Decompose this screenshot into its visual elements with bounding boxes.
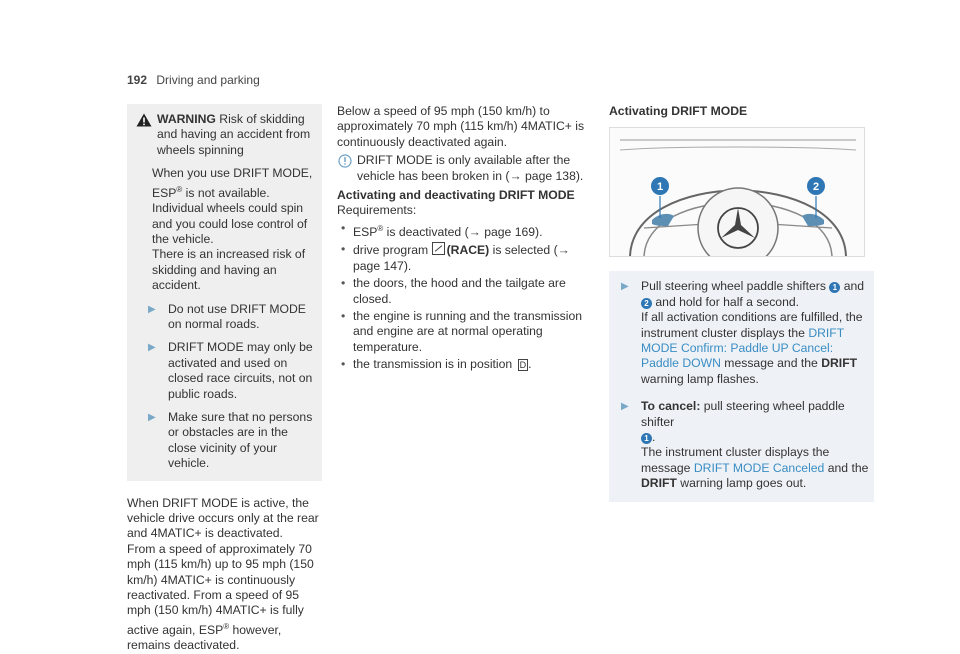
steering-wheel-figure (609, 127, 865, 257)
body-paragraph-2-text-a: From a speed of approximately 70 mph (115 km/h) up to 95 mph (150 km/h) 4MATIC+ is continuously reactivated. From a speed of 95 mph (150 km/h) 4MATIC+ is fully active again, ESP (127, 541, 314, 637)
callout-2-label: 2 (812, 181, 820, 194)
body-paragraph-2-text-b: however, remains deactivated. (127, 622, 282, 653)
warning-step-text: Do not use DRIFT MODE on normal roads. (168, 301, 306, 331)
warning-step-text: DRIFT MODE may only be activated and used on closed race circuits, not on public roads. (168, 340, 313, 401)
requirement-text-b: . (528, 357, 532, 372)
step2-text-e: warning lamp goes out. (676, 476, 807, 491)
step1-text-c: and hold for half a second. (652, 294, 800, 309)
callout-1-inline: 1 (829, 282, 840, 293)
requirement-item: • the doors, the hood and the tailgate are closed. (337, 276, 599, 307)
requirement-text-a: the transmission is in position (353, 357, 516, 372)
instruction-step-text (641, 399, 874, 491)
body-paragraph-2 (127, 542, 322, 654)
drift-lamp-label: DRIFT (821, 356, 858, 371)
step-arrow-icon: ▶ (621, 281, 629, 293)
callout-2-inline: 2 (641, 298, 652, 309)
callout-1-inline: 1 (641, 433, 652, 444)
section-heading-activate-deactivate: Activating and deactivating DRIFT MODE (337, 188, 575, 203)
info-icon (337, 154, 353, 168)
step2-text-d: and the (824, 460, 869, 475)
step-arrow-icon: ▶ (621, 401, 629, 413)
section-heading-activate: Activating DRIFT MODE (609, 104, 748, 118)
column-right (609, 104, 874, 502)
step2-text-a: pull steering wheel paddle shifter (641, 399, 845, 429)
requirement-item: • the engine is running and the transmission and engine are at normal operating temperature. (337, 309, 599, 355)
requirement-text-b: is selected (→ page 147). (353, 243, 570, 273)
step1-text-d: If all activation conditions are fulfilled, the instrument cluster displays the (641, 310, 863, 340)
registered-mark: ® (377, 223, 384, 233)
warning-step (136, 410, 313, 472)
step1-text-b: and (840, 279, 865, 294)
step-arrow-icon: ▶ (148, 342, 156, 354)
instruction-box (609, 271, 874, 501)
requirements-label: Requirements: (337, 203, 417, 218)
warning-para-1 (136, 166, 313, 247)
requirements-list (337, 221, 599, 373)
display-message-drift-canceled: DRIFT MODE Canceled (693, 460, 825, 475)
page-number: 192 (127, 73, 148, 87)
requirement-item (337, 357, 599, 372)
requirement-text-b: is deactivated (→ page 169). (383, 224, 543, 239)
step1-text-f: warning lamp flashes. (641, 371, 759, 386)
warning-title-row (136, 112, 313, 158)
step2-text-c: The instrument cluster displays the message (641, 445, 830, 475)
callout-1-label: 1 (656, 181, 664, 194)
note-text: DRIFT MODE is only available after the vehicle has been broken in (→ page 138). (357, 153, 584, 183)
column-left (127, 104, 322, 654)
warning-box (127, 104, 322, 481)
warning-step (136, 302, 313, 333)
warning-title: Risk of skidding and having an accident from wheels spinning (157, 112, 311, 157)
column-middle (337, 104, 599, 375)
step2-text-b: . (652, 430, 656, 445)
instruction-step (609, 399, 874, 491)
drift-lamp-label: DRIFT (641, 476, 677, 491)
requirement-text-a: ESP (353, 224, 378, 239)
instruction-step-text (641, 279, 874, 387)
body-paragraph-1: When DRIFT MODE is active, the vehicle drive occurs only at the rear and 4MATIC+ is deactivated. (127, 495, 319, 541)
body-paragraph-3: Below a speed of 95 mph (150 km/h) to approximately 70 mph (115 km/h) 4MATIC+ is continuously deactivated again. (337, 104, 585, 149)
gear-d-symbol: D (519, 360, 527, 371)
race-label: (RACE) (446, 243, 490, 258)
warning-para-1-text-b: is not available. Individual wheels could spin and you could lose control of the vehicle. (152, 185, 308, 246)
race-program-icon (432, 242, 445, 255)
requirement-item (337, 221, 599, 240)
warning-step (136, 340, 313, 402)
requirement-text-a: drive program (353, 243, 432, 258)
cancel-label: To cancel: (641, 399, 701, 414)
page-header (127, 73, 260, 88)
registered-mark: ® (176, 184, 183, 194)
warning-label: WARNING (157, 112, 216, 126)
warning-para-1-text-a: When you use DRIFT MODE, ESP (152, 166, 313, 200)
registered-mark: ® (223, 621, 230, 631)
requirement-item (337, 242, 599, 274)
warning-para-2: There is an increased risk of skidding and having an accident. (152, 247, 306, 293)
step-arrow-icon: ▶ (148, 411, 156, 423)
step-arrow-icon: ▶ (148, 303, 156, 315)
steering-wheel-illustration (610, 128, 865, 257)
warning-step-text: Make sure that no persons or obstacles are in the close vicinity of your vehicle. (168, 409, 313, 471)
instruction-step (609, 279, 874, 387)
note (337, 153, 599, 184)
section-title: Driving and parking (156, 73, 260, 87)
display-message-drift-confirm: DRIFT MODE Confirm: Paddle UP Cancel: Paddle DOWN (641, 325, 844, 371)
step1-text-a: Pull steering wheel paddle shifters (641, 279, 830, 294)
warning-triangle-icon (136, 113, 152, 127)
step1-text-e: message and the (720, 356, 822, 371)
